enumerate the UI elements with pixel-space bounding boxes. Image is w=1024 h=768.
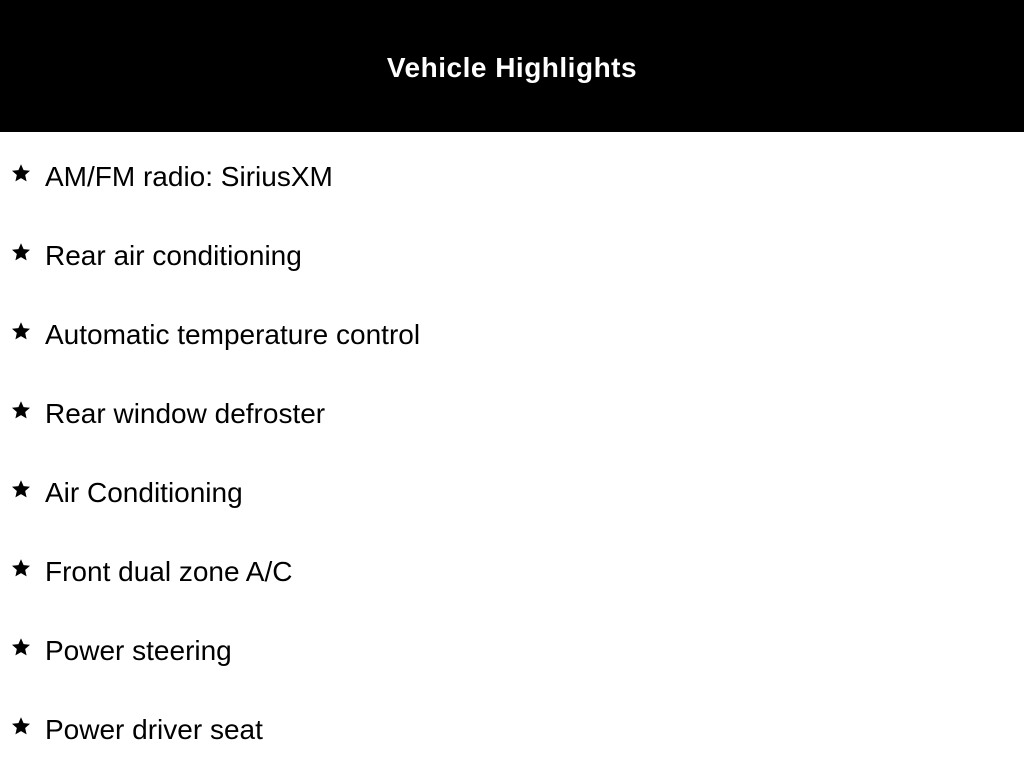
star-icon	[11, 637, 31, 657]
star-icon	[11, 400, 31, 420]
list-item	[0, 310, 1024, 350]
star-icon	[11, 479, 31, 499]
list-item	[0, 231, 1024, 271]
list-item-label: Air Conditioning	[45, 477, 243, 508]
list-item-label: Power steering	[45, 635, 232, 666]
list-item-label: Power driver seat	[45, 714, 263, 745]
list-item	[0, 152, 1024, 192]
list-item	[0, 547, 1024, 587]
list-item-label: AM/FM radio: SiriusXM	[45, 161, 333, 192]
list-item-label: Front dual zone A/C	[45, 556, 293, 587]
star-icon	[11, 163, 31, 183]
header-bar	[0, 0, 1024, 132]
list-item-label: Rear window defroster	[45, 398, 326, 429]
star-icon	[11, 716, 31, 736]
list-item-label: Automatic temperature control	[45, 319, 421, 350]
page-title: Vehicle Highlights	[386, 52, 638, 83]
list-item	[0, 705, 1024, 745]
list-item	[0, 468, 1024, 508]
list-item	[0, 389, 1024, 429]
star-icon	[11, 321, 31, 341]
list-item-label: Rear air conditioning	[45, 240, 302, 271]
star-icon	[11, 558, 31, 578]
list-item	[0, 626, 1024, 666]
star-icon	[11, 242, 31, 262]
